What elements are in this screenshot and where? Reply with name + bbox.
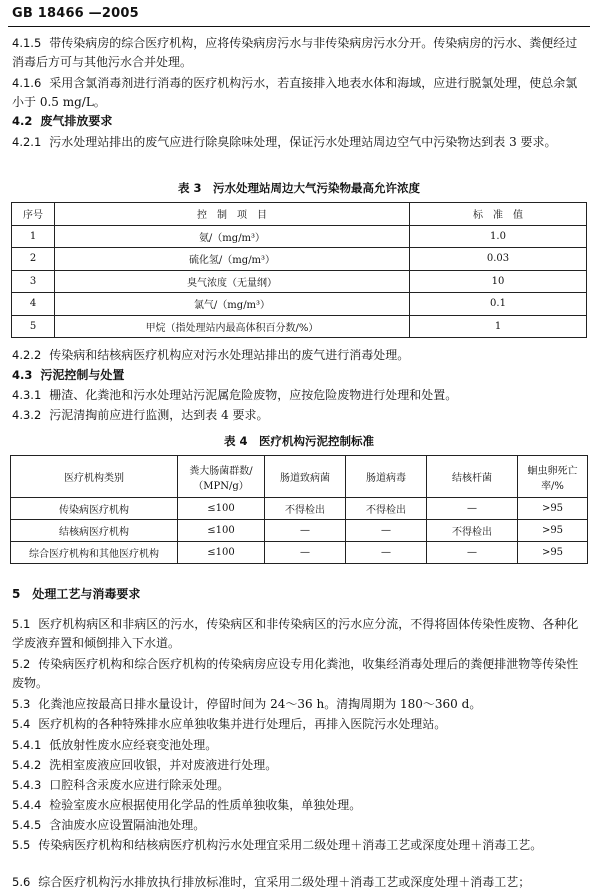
table-cell: 硫化氢/（mg/m³） xyxy=(55,248,410,271)
table-cell: 综合医疗机构和其他医疗机构 xyxy=(11,542,178,564)
clause-number: 4.1.6 xyxy=(12,76,42,90)
clause-number: 5.2 xyxy=(12,657,31,671)
table-cell: 氨/（mg/m³） xyxy=(55,225,410,248)
table-cell: 结核病医疗机构 xyxy=(11,520,178,542)
table-row xyxy=(11,520,588,542)
header-rule xyxy=(8,26,590,27)
clause-number: 5.4.5 xyxy=(12,818,42,832)
table-cell: 5 xyxy=(12,315,55,338)
table-header-cell: 标 准 值 xyxy=(410,203,587,226)
clause-4-2 xyxy=(12,112,586,131)
table-cell: ≤100 xyxy=(178,520,265,542)
table-cell: — xyxy=(265,542,346,564)
clause-number: 5.3 xyxy=(12,697,31,711)
table-cell: 不得检出 xyxy=(427,520,518,542)
standard-code: GB 18466 —2005 xyxy=(12,6,139,21)
table-row xyxy=(11,542,588,564)
clause-5-4-4 xyxy=(12,796,586,815)
table-cell: — xyxy=(265,520,346,542)
table-cell: ≤100 xyxy=(178,498,265,520)
table-cell: — xyxy=(427,542,518,564)
clause-5-2 xyxy=(12,655,586,693)
clause-5-5 xyxy=(12,836,586,855)
table-header-cell: 控 制 项 目 xyxy=(55,203,410,226)
clause-text: 废气排放要求 xyxy=(40,114,113,128)
clause-number: 4.1.5 xyxy=(12,36,42,50)
clause-text: 污泥控制与处置 xyxy=(40,368,125,382)
clause-4-3-1 xyxy=(12,386,586,405)
table-cell: 甲烷（指处理站内最高体积百分数/%） xyxy=(55,315,410,338)
clause-text: 化粪池应按最高日排水量设计，停留时间为 24～36 h。清掏周期为 180～360 d。 xyxy=(38,697,482,711)
table-cell: — xyxy=(427,498,518,520)
table-cell: 0.03 xyxy=(410,248,587,271)
clause-text: 含油废水应设置隔油池处理。 xyxy=(49,818,206,832)
table-header-cell: 蛔虫卵死亡率/% xyxy=(518,456,588,498)
table-row xyxy=(12,315,587,338)
table-cell: — xyxy=(346,520,427,542)
table-cell: 4 xyxy=(12,293,55,316)
table-row xyxy=(11,498,588,520)
clause-4-2-1 xyxy=(12,133,586,152)
clause-text: 采用含氯消毒剂进行消毒的医疗机构污水，若直接排入地表水体和海域，应进行脱氯处理，使总余氯小于 0.5 mg/L。 xyxy=(12,76,578,109)
clause-text: 口腔科含汞废水应进行除汞处理。 xyxy=(49,778,230,792)
clause-number: 5.4.2 xyxy=(12,758,42,772)
table-header-cell: 肠道病毒 xyxy=(346,456,427,498)
table-cell: 0.1 xyxy=(410,293,587,316)
table-3 xyxy=(11,202,587,338)
clause-text: 传染病和结核病医疗机构应对污水处理站排出的废气进行消毒处理。 xyxy=(49,348,410,362)
table-cell: — xyxy=(346,542,427,564)
clause-4-1-6 xyxy=(12,74,586,112)
clause-5-4-3 xyxy=(12,776,586,795)
clause-number: 5.5 xyxy=(12,838,31,852)
clause-text: 检验室废水应根据使用化学品的性质单独收集，单独处理。 xyxy=(49,798,362,812)
clause-5-4-2 xyxy=(12,756,586,775)
table-header-row xyxy=(11,456,588,498)
table-cell: 2 xyxy=(12,248,55,271)
table-row xyxy=(12,248,587,271)
clause-number: 5.4 xyxy=(12,717,31,731)
clause-number: 5.6 xyxy=(12,875,31,889)
clause-number: 4.3.2 xyxy=(12,408,42,422)
clause-text: 低放射性废水应经衰变池处理。 xyxy=(49,738,218,752)
table-header-cell: 序号 xyxy=(12,203,55,226)
table-cell: 不得检出 xyxy=(265,498,346,520)
table-cell: 1 xyxy=(12,225,55,248)
table-header-cell: 粪大肠菌群数/（MPN/g） xyxy=(178,456,265,498)
table-cell: 传染病医疗机构 xyxy=(11,498,178,520)
table-3-title: 表 3 污水处理站周边大气污染物最高允许浓度 xyxy=(177,181,420,195)
table-cell: >95 xyxy=(518,542,588,564)
clause-text: 污泥清掏前应进行监测，达到表 4 要求。 xyxy=(49,408,269,422)
table-header-cell: 肠道致病菌 xyxy=(265,456,346,498)
clause-number: 4.3 xyxy=(12,368,33,382)
clause-number: 4.2.1 xyxy=(12,135,42,149)
table-cell: 1 xyxy=(410,315,587,338)
table-cell: >95 xyxy=(518,498,588,520)
clause-4-2-2 xyxy=(12,346,586,365)
clause-text: 栅渣、化粪池和污水处理站污泥属危险废物，应按危险废物进行处理和处置。 xyxy=(49,388,458,402)
clause-number: 4.2 xyxy=(12,114,33,128)
table-cell: >95 xyxy=(518,520,588,542)
clause-5-1 xyxy=(12,615,586,653)
table-header-cell: 结核杆菌 xyxy=(427,456,518,498)
table-cell: 不得检出 xyxy=(346,498,427,520)
clause-number: 5.1 xyxy=(12,617,31,631)
clause-text: 传染病医疗机构和综合医疗机构的传染病房应设专用化粪池，收集经消毒处理后的粪便排泄物等传染性废物。 xyxy=(12,657,579,690)
clause-5-3 xyxy=(12,695,586,714)
table-cell: ≤100 xyxy=(178,542,265,564)
clause-text: 医疗机构病区和非病区的污水，传染病区和非传染病区的污水应分流，不得将固体传染性废物、各种化学废液弃置和倾倒排入下水道。 xyxy=(12,617,579,650)
table-cell: 臭气浓度（无量纲） xyxy=(55,270,410,293)
clause-text: 带传染病房的综合医疗机构，应将传染病房污水与非传染病房污水分开。传染病房的污水、粪便经过消毒后方可与其他污水合并处理。 xyxy=(12,36,578,69)
table-cell: 10 xyxy=(410,270,587,293)
table-row xyxy=(12,293,587,316)
clause-text: 污水处理站排出的废气应进行除臭除味处理，保证污水处理站周边空气中污染物达到表 3 要求。 xyxy=(49,135,557,149)
clause-text: 传染病医疗机构和结核病医疗机构污水处理宜采用二级处理＋消毒工艺或深度处理＋消毒工艺。 xyxy=(38,838,543,852)
table-cell: 氯气/（mg/m³） xyxy=(55,293,410,316)
clause-number: 4.2.2 xyxy=(12,348,42,362)
clause-4-3-2 xyxy=(12,406,586,425)
table-4 xyxy=(10,455,588,564)
table-header-row xyxy=(12,203,587,226)
clause-5-6 xyxy=(12,873,586,892)
clause-4-3 xyxy=(12,366,586,385)
clause-number: 4.3.1 xyxy=(12,388,42,402)
section-5-title: 5 处理工艺与消毒要求 xyxy=(12,587,141,601)
clause-text: 综合医疗机构污水排放执行排放标准时，宜采用二级处理＋消毒工艺或深度处理＋消毒工艺； xyxy=(38,875,531,889)
clause-5-4-5 xyxy=(12,816,586,835)
clause-number: 5.4.1 xyxy=(12,738,42,752)
table-header-cell: 医疗机构类别 xyxy=(11,456,178,498)
table-row xyxy=(12,270,587,293)
clause-5-4-1 xyxy=(12,736,586,755)
clause-number: 5.4.3 xyxy=(12,778,42,792)
table-row xyxy=(12,225,587,248)
clause-5-4 xyxy=(12,715,586,734)
table-cell: 3 xyxy=(12,270,55,293)
clause-4-1-5 xyxy=(12,34,586,72)
table-4-title: 表 4 医疗机构污泥控制标准 xyxy=(223,434,374,448)
clause-text: 医疗机构的各种特殊排水应单独收集并进行处理后，再排入医院污水处理站。 xyxy=(38,717,447,731)
clause-text: 洗相室废液应回收银，并对废液进行处理。 xyxy=(49,758,278,772)
clause-number: 5.4.4 xyxy=(12,798,42,812)
table-cell: 1.0 xyxy=(410,225,587,248)
